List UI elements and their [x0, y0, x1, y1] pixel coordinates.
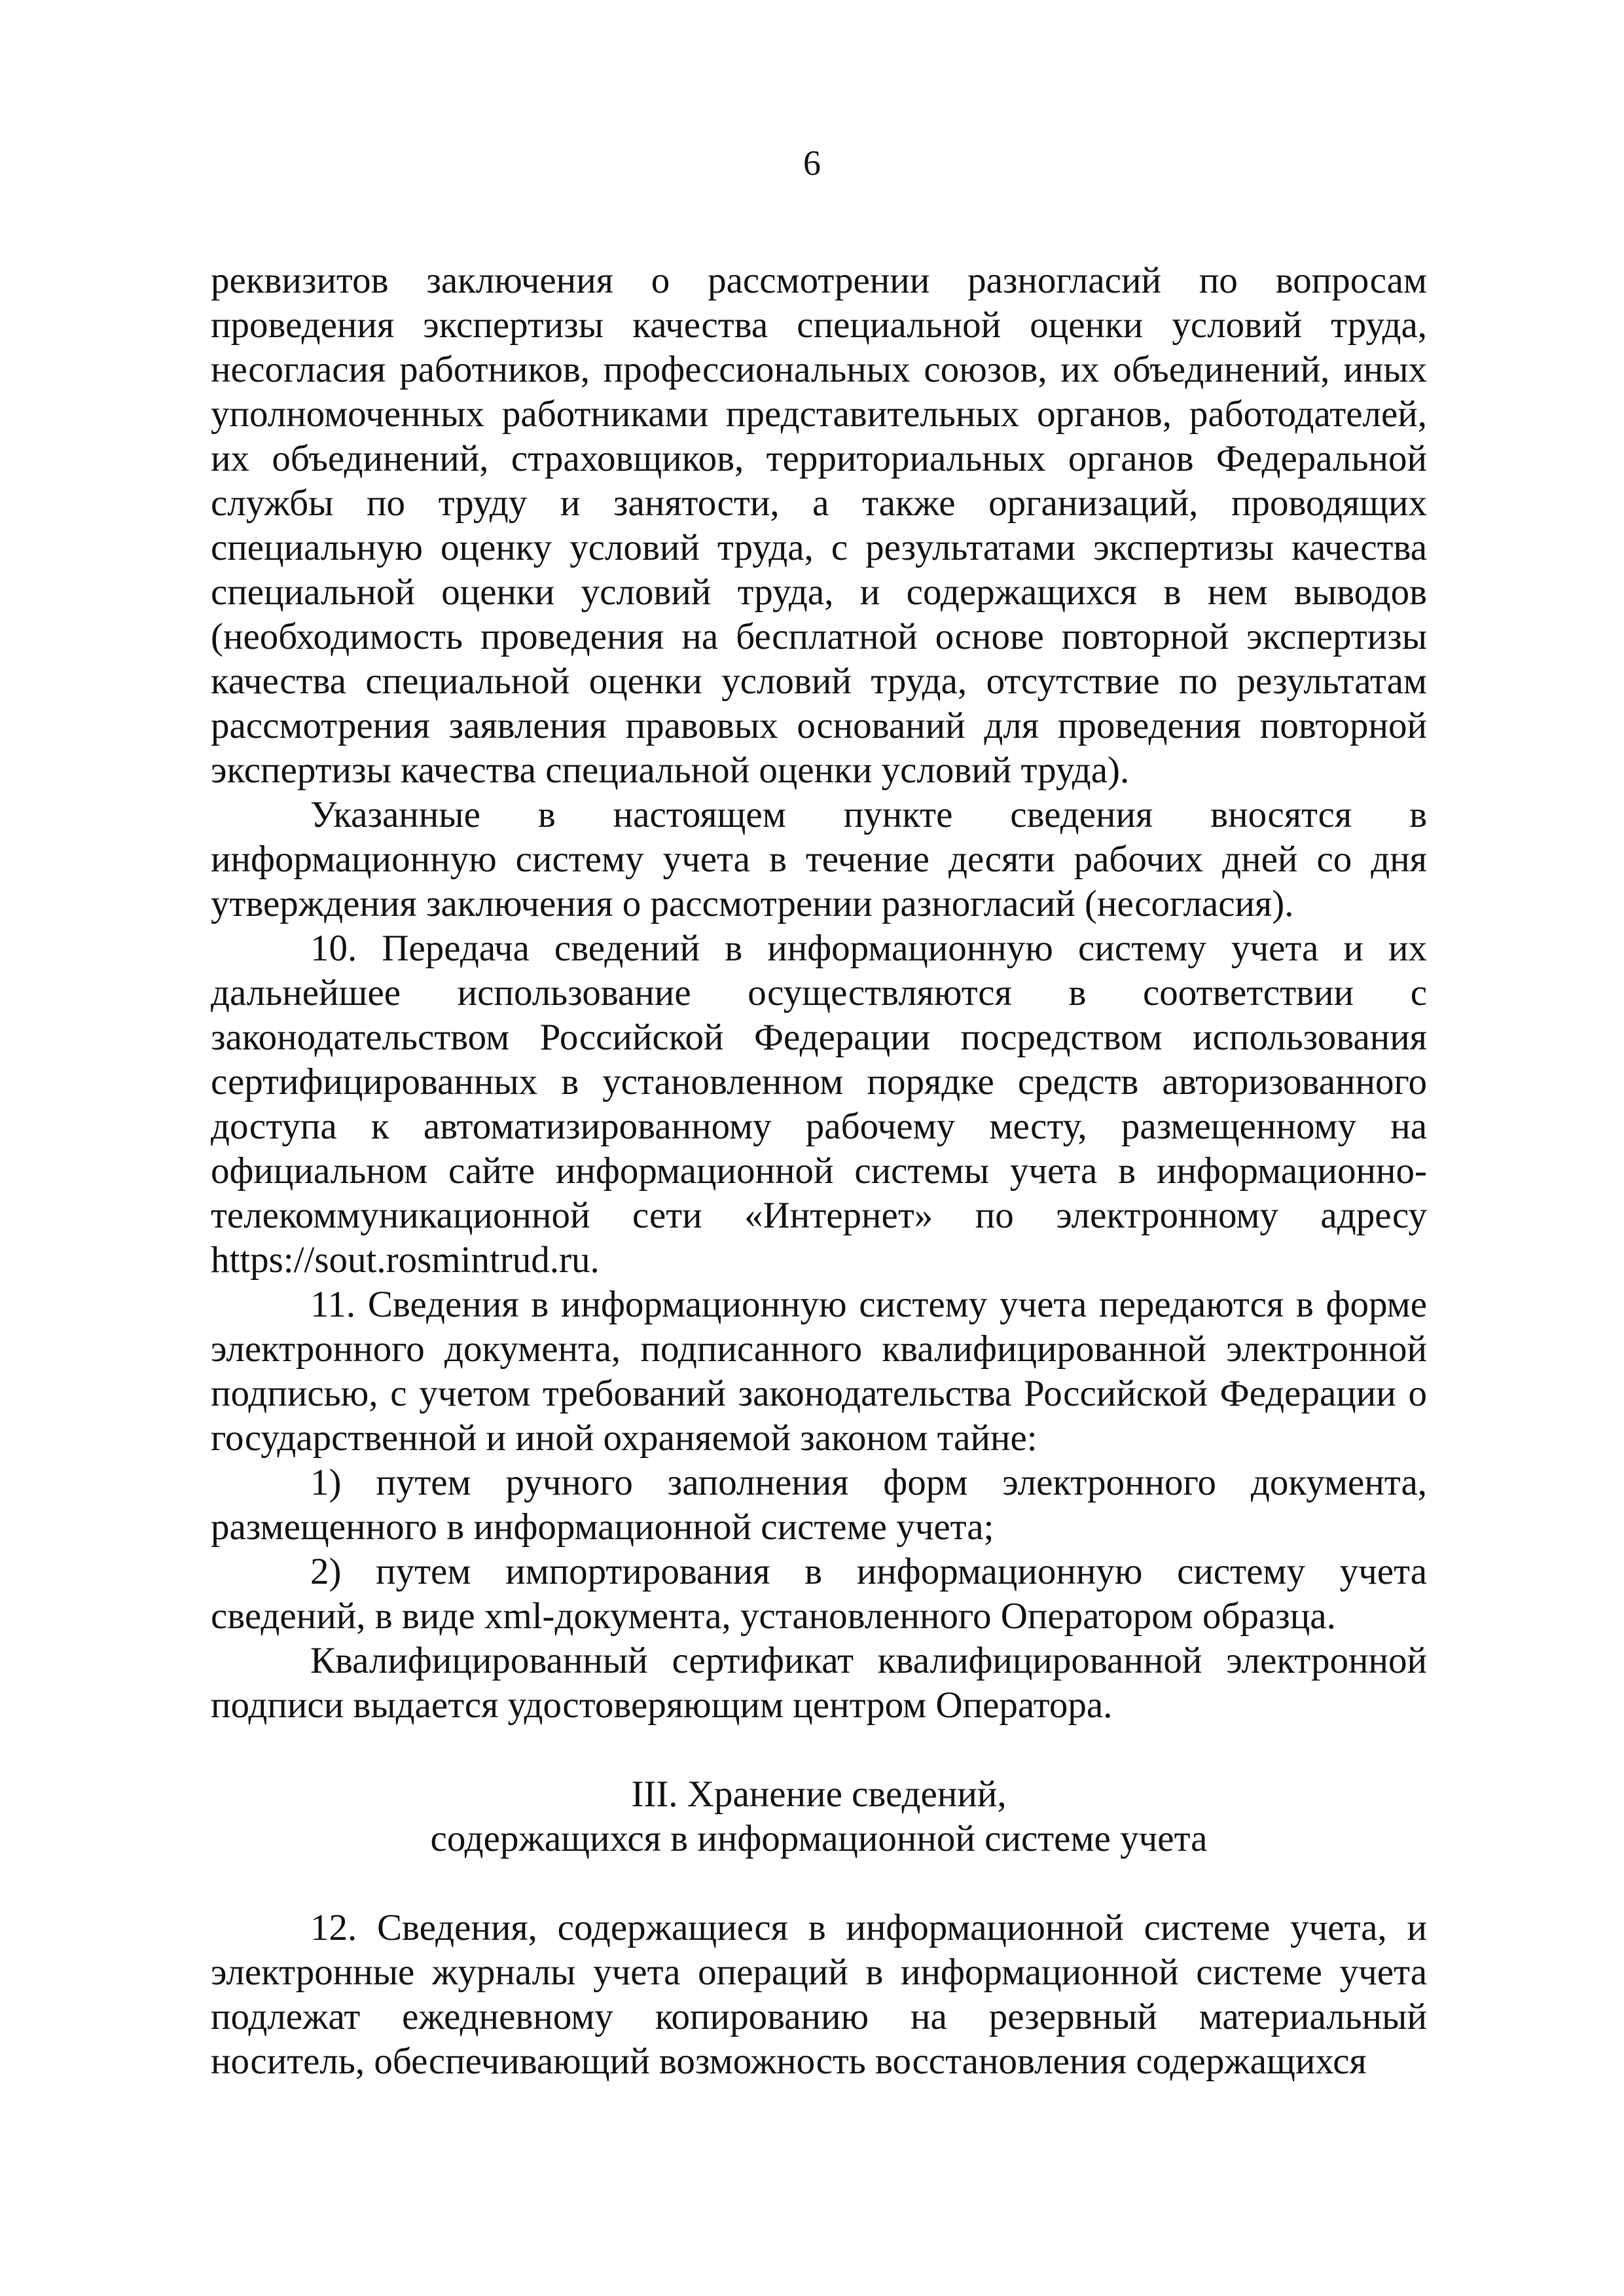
- paragraph-item-12: 12. Сведения, содержащиеся в информационной системе учета, и электронные журналы учета операций в информационной системе учета подлежат ежедневному копированию на резервный материальный носитель, обеспечивающий возможность восстановления содержащихся: [211, 1907, 1427, 2082]
- page-number: 6: [803, 143, 821, 183]
- paragraph-continuation: реквизитов заключения о рассмотрении разногласий по вопросам проведения экспертизы качества специальной оценки условий труда, несогласия работников, профессиональных союзов, их объединений, иных уполномоченных работниками представительных органов, работодателей, их объединений, страховщиков, территориальных органов Федеральной службы по труду и занятости, а также организаций, проводящих специальную оценку условий труда, с результатами экспертизы качества специальной оценки условий труда, и содержащихся в нем выводов (необходимость проведения на бесплатной основе повторной экспертизы качества специальной оценки условий труда, отсутствие по результатам рассмотрения заявления правовых оснований для проведения повторной экспертизы качества специальной оценки условий труда).: [211, 260, 1427, 791]
- section-heading-line-2: содержащихся в информационной системе учета: [430, 1818, 1208, 1859]
- spacer: [211, 1728, 1427, 1772]
- paragraph-item-11: 11. Сведения в информационную систему учета передаются в форме электронного документа, подписанного квалифицированной электронной подписью, с учетом требований законодательства Российской Федерации о государственной и иной охраняемой законом тайне:: [211, 1284, 1427, 1459]
- section-heading-line-1: III. Хранение сведений,: [631, 1774, 1007, 1815]
- paragraph-item-10: 10. Передача сведений в информационную систему учета и их дальнейшее использование осуществляются в соответствии с законодательством Российской Федерации посредством использования сертифицированных в установленном порядке средств авторизованного доступа к автоматизированному рабочему месту, размещенному на официальном сайте информационной системы учета в информационно-телекоммуникационной сети «Интернет» по электронному адресу https://sout.rosmintrud.ru.: [211, 928, 1427, 1281]
- spacer: [211, 1861, 1427, 1906]
- paragraph-certificate: Квалифицированный сертификат квалифицированной электронной подписи выдается удостоверяющим центром Оператора.: [211, 1640, 1427, 1726]
- paragraph-subitem-2: 2) путем импортирования в информационную систему учета сведений, в виде xml-документа, установленного Оператором образца.: [211, 1551, 1427, 1637]
- document-body: [211, 259, 1427, 2084]
- paragraph-subitem-1: 1) путем ручного заполнения форм электронного документа, размещенного в информационной системе учета;: [211, 1462, 1427, 1548]
- paragraph-info-entry-deadline: Указанные в настоящем пункте сведения вносятся в информационную систему учета в течение десяти рабочих дней со дня утверждения заключения о рассмотрении разногласий (несогласия).: [211, 794, 1427, 924]
